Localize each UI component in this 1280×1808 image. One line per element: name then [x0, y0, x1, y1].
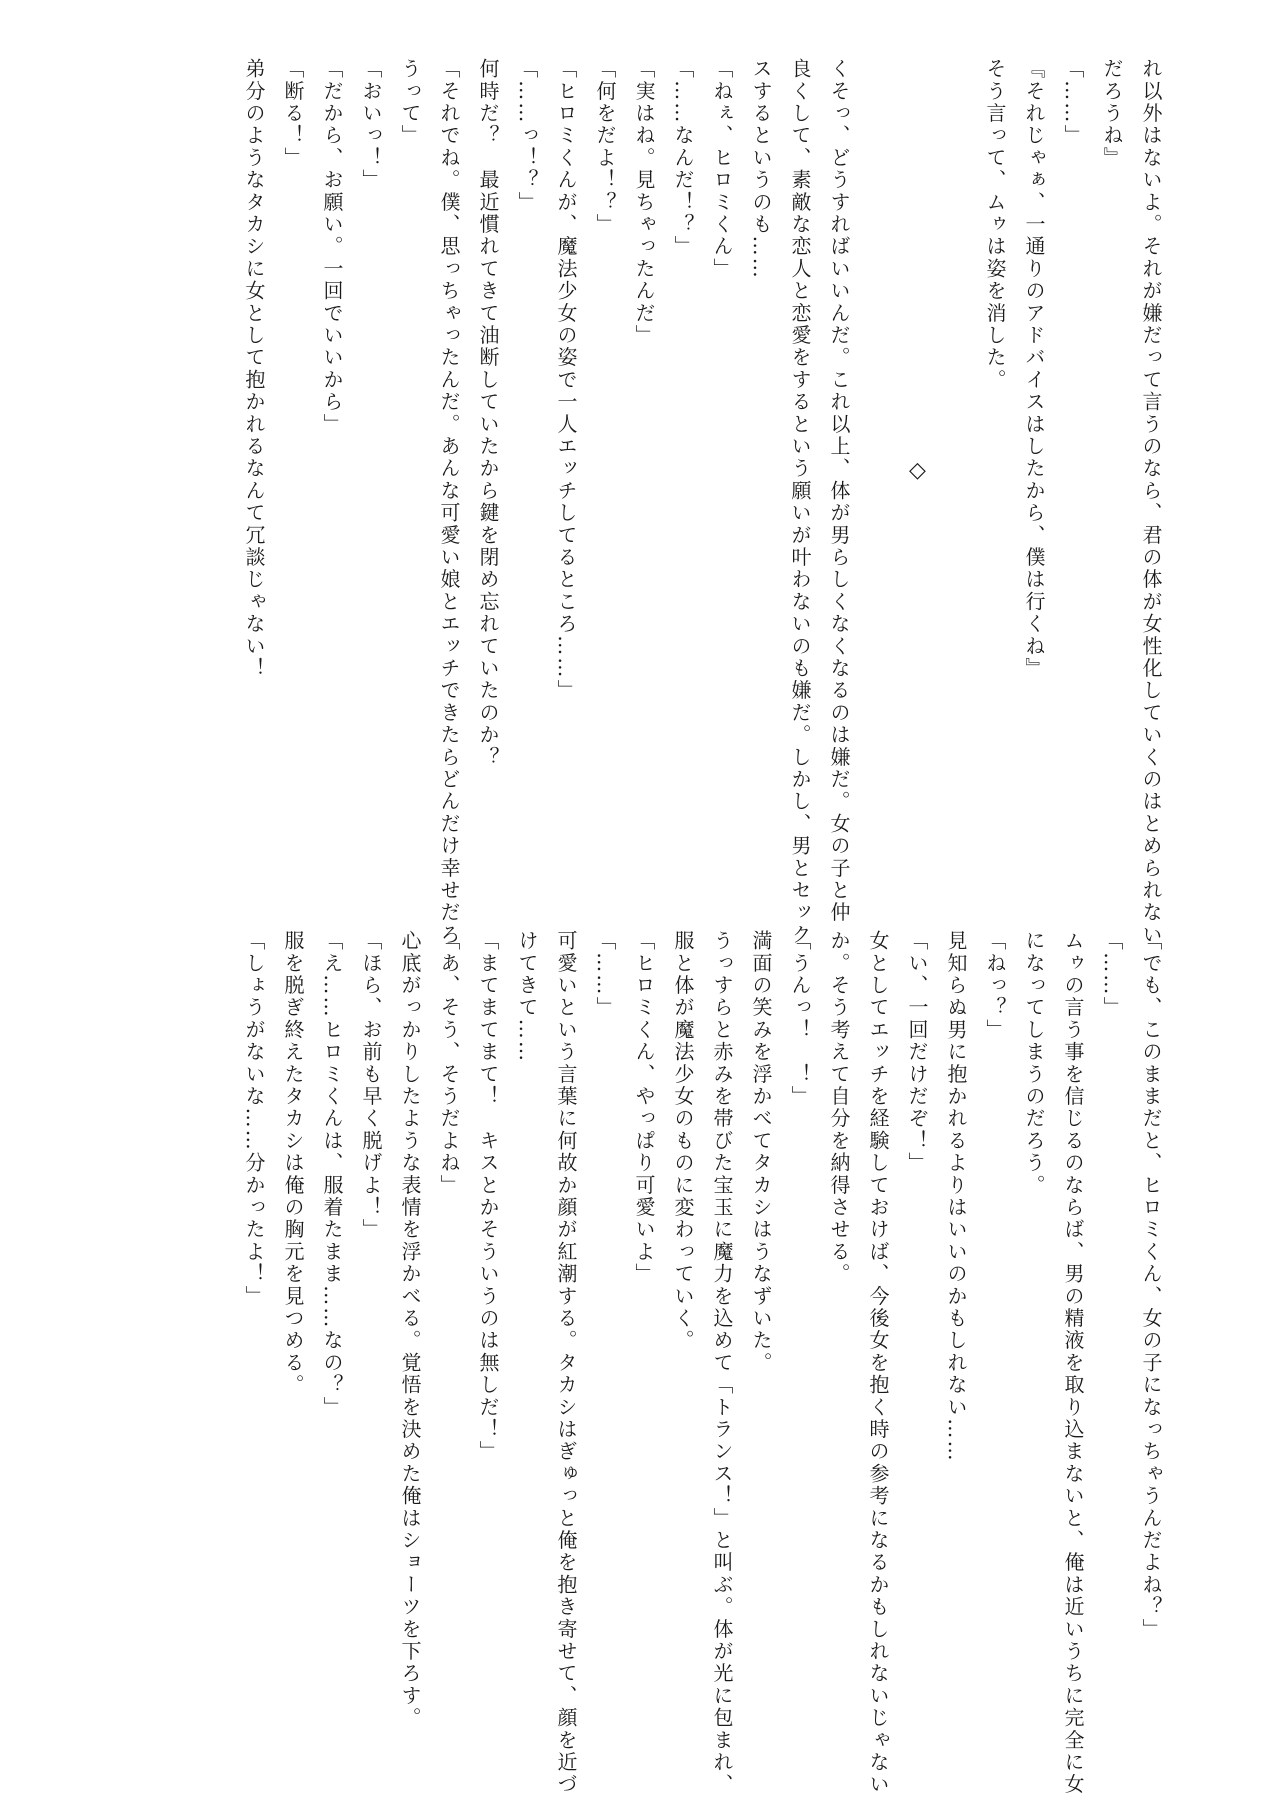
- text-line: 満面の笑みを浮かべてタカシはうなずいた。: [749, 930, 773, 1374]
- text-line: 見知らぬ男に抱かれるよりはいいのかもしれない……: [944, 930, 968, 1463]
- text-line: 「実はね。見ちゃったんだ」: [632, 58, 656, 347]
- text-line: 「ほら、お前も早く脱げよ！」: [359, 930, 383, 1241]
- text-line: 「……」: [1100, 930, 1124, 1019]
- text-line: うって」: [398, 58, 422, 147]
- text-line: ムゥの言う事を信じるのならば、男の精液を取り込まないと、俺は近いうちに完全に女: [1061, 930, 1085, 1796]
- text-line: 「ねぇ、ヒロミくん」: [710, 58, 734, 280]
- text-line: 「ヒロミくん、やっぱり可愛いよ」: [632, 930, 656, 1286]
- text-line: けてきて……: [515, 930, 539, 1064]
- text-line: 「い、一回だけだぞ！」: [905, 930, 929, 1175]
- text-line: 「それでね。僕、思っちゃったんだ。あんな可愛い娘とエッチできたらどんだけ幸せだろ: [437, 58, 461, 946]
- text-line: 「うんっ！ ！」: [788, 930, 812, 1108]
- text-line: 「だから、お願い。一回でいいから」: [320, 58, 344, 436]
- text-line: 心底がっかりしたような表情を浮かべる。覚悟を決めた俺はショーツを下ろす。: [398, 930, 422, 1730]
- text-line: 女としてエッチを経験しておけば、今後女を抱く時の参考になるかもしれないじゃない: [866, 930, 890, 1796]
- bottom-text-block: [242, 930, 1163, 1796]
- text-line: か。そう考えて自分を納得させる。: [827, 930, 851, 1286]
- text-line: 「……なんだ！？」: [671, 58, 695, 258]
- text-line: 『それじゃぁ、一通りのアドバイスはしたから、僕は行くね』: [1022, 58, 1046, 680]
- top-text-block: [242, 58, 1163, 946]
- text-line: 「しょうがないな……分かったよ！」: [242, 930, 266, 1308]
- text-line: 「断る！」: [281, 58, 305, 169]
- scene-break-diamond: ◇: [905, 458, 930, 486]
- text-line: だろうね』: [1100, 58, 1124, 169]
- text-line: うっすらと赤みを帯びた宝玉に魔力を込めて「トランス！」と叫ぶ。体が光に包まれ、: [710, 930, 734, 1796]
- text-line: 「ねっ？」: [983, 930, 1007, 1041]
- text-line: 「え……ヒロミくんは、服着たまま……なの？」: [320, 930, 344, 1419]
- text-line: 「ヒロミくんが、魔法少女の姿で一人エッチしてるところ……」: [554, 58, 578, 702]
- text-line: スするというのも……: [749, 58, 773, 280]
- text-line: くそっ、どうすればいいんだ。これ以上、体が男らしくなくなるのは嫌だ。女の子と仲: [827, 58, 851, 924]
- text-line: 良くして、素敵な恋人と恋愛をするという願いが叶わないのも嫌だ。しかし、男とセック: [788, 58, 812, 946]
- text-line: れ以外はないよ。それが嫌だって言うのなら、君の体が女性化していくのはとめられない: [1139, 58, 1163, 946]
- text-line: 「何をだよ！？」: [593, 58, 617, 236]
- text-line: 「まてまてまて！ キスとかそういうのは無しだ！」: [476, 930, 500, 1463]
- text-line: 「……」: [593, 930, 617, 1019]
- text-line: 何時だ？ 最近慣れてきて油断していたから鍵を閉め忘れていたのか？: [476, 58, 500, 769]
- text-line: になってしまうのだろう。: [1022, 930, 1046, 1197]
- text-line: 「あ、そう、そうだよね」: [437, 930, 461, 1197]
- text-line: 可愛いという言葉に何故か顔が紅潮する。タカシはぎゅっと俺を抱き寄せて、顔を近づ: [554, 930, 578, 1796]
- text-line: 「……」: [1061, 58, 1085, 147]
- text-line: そう言って、ムゥは姿を消した。: [983, 58, 1007, 391]
- text-line: 「でも、このままだと、ヒロミくん、女の子になっちゃうんだよね？」: [1139, 930, 1163, 1641]
- text-line: 服を脱ぎ終えたタカシは俺の胸元を見つめる。: [281, 930, 305, 1397]
- text-line: 「おいっ！」: [359, 58, 383, 192]
- text-line: 服と体が魔法少女のものに変わっていく。: [671, 930, 695, 1352]
- text-line: 「……っ！？」: [515, 58, 539, 214]
- text-line: 弟分のようなタカシに女として抱かれるなんて冗談じゃない！: [242, 58, 266, 680]
